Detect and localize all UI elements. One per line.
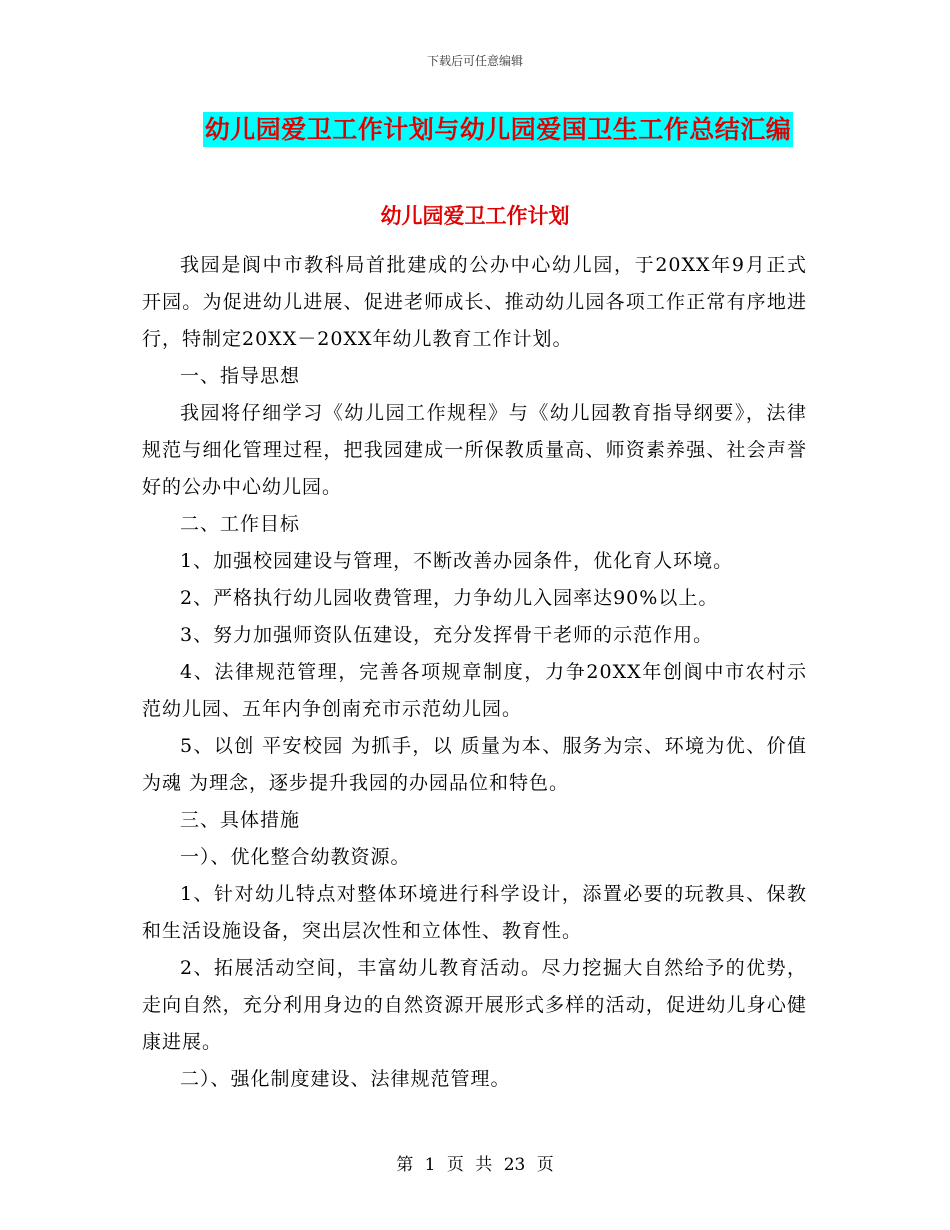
section-title: 幼儿园爱卫工作计划 (380, 204, 570, 228)
paragraph-goal-1: 1、加强校园建设与管理，不断改善办园条件，优化育人环境。 (180, 550, 734, 572)
paragraph-measure-1-2: 2、拓展活动空间，丰富幼儿教育活动。尽力挖掘大自然给予的优势，走向自然，充分利用身边的自然资源开展形式多样的活动，促进幼儿身心健康进展。 (142, 957, 807, 1053)
main-title-container (0, 112, 950, 147)
document-main-title: 幼儿园爱卫工作计划与幼儿园爱国卫生工作总结汇编 (203, 112, 794, 147)
paragraph-goal-2: 2、严格执行幼儿园收费管理，力争幼儿入园率达90%以上。 (180, 587, 719, 609)
page-footer-number: 第 1 页 共 23 页 (396, 1155, 554, 1175)
page-header-note: 下载后可任意编辑 (426, 54, 523, 68)
heading-specific-measures: 三、具体措施 (180, 809, 301, 831)
paragraph-goal-3: 3、努力加强师资队伍建设，充分发挥骨干老师的示范作用。 (180, 624, 714, 646)
paragraph-goal-4: 4、法律规范管理，完善各项规章制度，力争20XX年创阆中市农村示范幼儿园、五年内争创南充市示范幼儿园。 (142, 661, 807, 720)
heading-guiding-ideology: 一、指导思想 (180, 365, 301, 387)
heading-work-goals: 二、工作目标 (180, 513, 301, 535)
paragraph-goal-5: 5、以创 平安校园 为抓手，以 质量为本、服务为宗、环境为优、价值为魂 为理念，逐步提升我园的办园品位和特色。 (142, 735, 807, 794)
paragraph-measure-1-1: 1、针对幼儿特点对整体环境进行科学设计，添置必要的玩教具、保教和生活设施设备，突出层次性和立体性、教育性。 (142, 883, 807, 942)
paragraph-intro: 我园是阆中市教科局首批建成的公办中心幼儿园，于20XX年9月正式开园。为促进幼儿进展、促进老师成长、推动幼儿园各项工作正常有序地进行，特制定20XX－20XX年幼儿教育工作计划。 (142, 254, 807, 350)
subheading-measure-2: 二）、强化制度建设、法律规范管理。 (180, 1068, 511, 1090)
paragraph-guiding-ideology: 我园将仔细学习《幼儿园工作规程》与《幼儿园教育指导纲要》，法律规范与细化管理过程，把我园建成一所保教质量高、师资素养强、社会声誉好的公办中心幼儿园。 (142, 402, 807, 498)
document-body (142, 247, 807, 1098)
subheading-measure-1: 一）、优化整合幼教资源。 (180, 846, 411, 868)
